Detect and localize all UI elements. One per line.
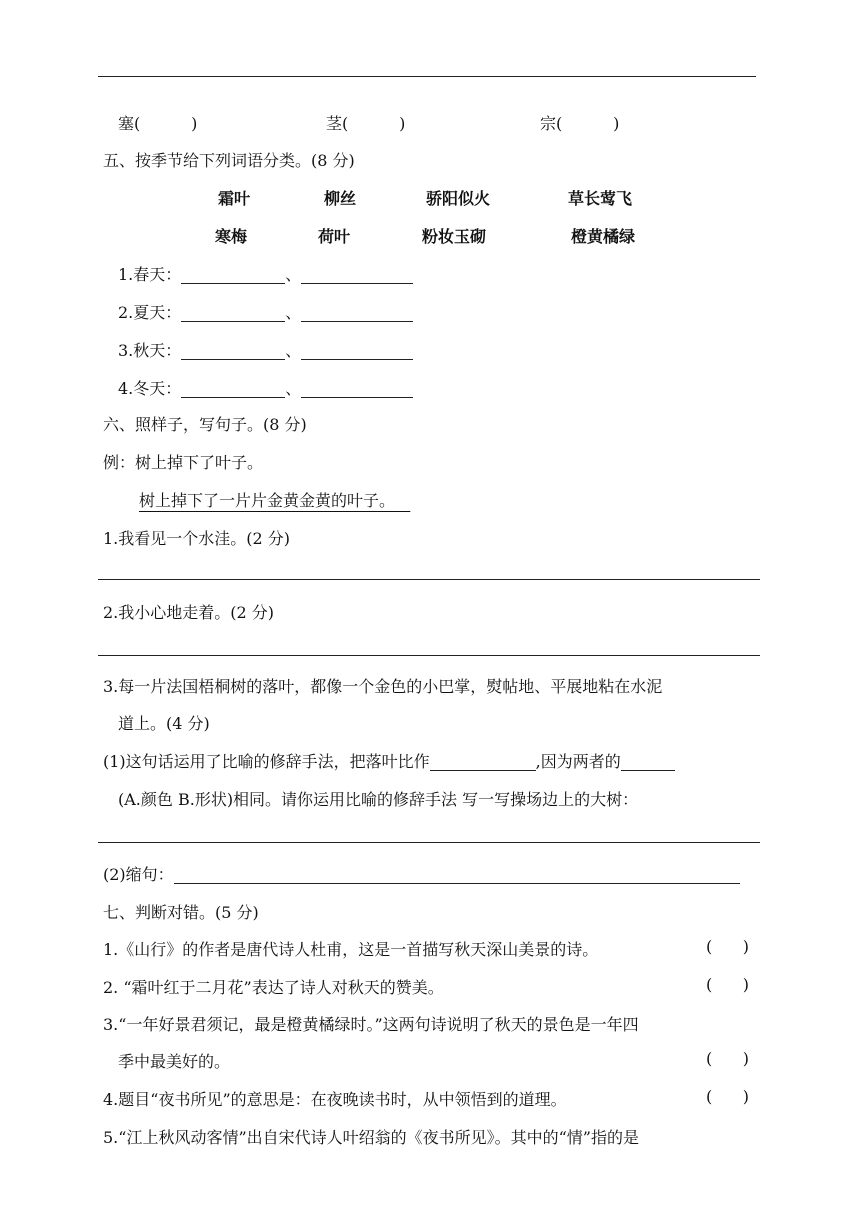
- word-5: 寒梅: [215, 227, 248, 246]
- season-row-summer: [118, 300, 413, 323]
- radical-char: 宗: [540, 114, 557, 133]
- judge-question-5: 5.“江上秋风动客情”出自宋代诗人叶绍翁的《夜书所见》。其中的“情”指的是: [103, 1128, 639, 1147]
- season-label: 4.冬天：: [118, 379, 182, 398]
- season-label: 3.秋天：: [118, 341, 182, 360]
- answer-blank[interactable]: [181, 379, 285, 398]
- season-row-autumn: [118, 338, 413, 361]
- judge-question-1: 1.《山行》的作者是唐代诗人杜甫，这是一首描写秋天深山美景的诗。: [103, 940, 599, 959]
- answer-blank[interactable]: [621, 752, 675, 771]
- section-6-title: 六、照样子，写句子。(8 分): [103, 415, 307, 434]
- answer-blank[interactable]: [181, 265, 285, 284]
- answer-blank[interactable]: [430, 752, 536, 771]
- question-6-1: 1.我看见一个水洼。(2 分): [103, 529, 291, 548]
- judge-paren[interactable]: ( ): [706, 1087, 749, 1106]
- season-label: 2.夏天：: [118, 303, 182, 322]
- answer-line[interactable]: [98, 579, 760, 580]
- answer-blank[interactable]: [181, 303, 285, 322]
- question-6-3-sub-1-line-2: (A.颜色 B.形状)相同。请你运用比喻的修辞手法 写一写操场边上的大树：: [118, 790, 639, 809]
- question-6-3-line-1: 3.每一片法国梧桐树的落叶，都像一个金色的小巴掌，熨帖地、平展地粘在水泥: [103, 677, 663, 696]
- question-6-3-sub-1: [103, 749, 675, 772]
- judge-question-3-line-1: 3.“一年好景君须记，最是橙黄橘绿时。”这两句诗说明了秋天的景色是一年四: [103, 1015, 639, 1034]
- word-6: 荷叶: [318, 227, 351, 246]
- section-5-title: 五、按季节给下列词语分类。(8 分): [103, 151, 355, 170]
- answer-blank[interactable]: [301, 265, 413, 284]
- sub-2-label: (2)缩句：: [103, 865, 174, 884]
- word-8: 橙黄橘绿: [571, 227, 636, 246]
- answer-line[interactable]: [98, 842, 760, 843]
- answer-blank[interactable]: [301, 341, 413, 360]
- separator: 、: [285, 379, 302, 398]
- season-label: 1.春天：: [118, 265, 182, 284]
- example-answer: [139, 488, 410, 511]
- separator: 、: [285, 341, 302, 360]
- sub-1-text-a: (1)这句话运用了比喻的修辞手法，把落叶比作: [103, 752, 430, 771]
- header-rule: [98, 76, 756, 77]
- question-6-3-sub-2: [103, 862, 740, 885]
- answer-blank[interactable]: [301, 379, 413, 398]
- season-row-winter: [118, 376, 413, 399]
- judge-paren[interactable]: ( ): [706, 937, 749, 956]
- separator: 、: [285, 265, 302, 284]
- radical-item-2: [326, 111, 405, 134]
- radical-item-3: [540, 111, 619, 134]
- judge-question-3-line-2: 季中最美好的。: [118, 1052, 231, 1071]
- example-label: 例：树上掉下了叶子。: [103, 453, 264, 472]
- separator: 、: [285, 303, 302, 322]
- judge-paren[interactable]: ( ): [706, 975, 749, 994]
- question-6-3-line-2: 道上。(4 分): [118, 714, 210, 733]
- answer-paren[interactable]: ( ): [134, 114, 198, 133]
- answer-line[interactable]: [98, 655, 760, 656]
- judge-question-4: 4.题目“夜书所见”的意思是：在夜晚读书时，从中领悟到的道理。: [103, 1090, 567, 1109]
- word-7: 粉妆玉砌: [422, 227, 487, 246]
- question-6-2: 2.我小心地走着。(2 分): [103, 603, 275, 622]
- word-4: 草长莺飞: [568, 189, 633, 208]
- word-1: 霜叶: [218, 189, 251, 208]
- answer-blank[interactable]: [174, 865, 740, 884]
- judge-paren[interactable]: ( ): [706, 1049, 749, 1068]
- answer-blank[interactable]: [181, 341, 285, 360]
- radical-item-1: [118, 111, 197, 134]
- sub-1-text-b: ,因为两者的: [535, 752, 621, 771]
- answer-paren[interactable]: ( ): [556, 114, 620, 133]
- answer-blank[interactable]: [301, 303, 413, 322]
- radical-char: 茎: [326, 114, 343, 133]
- radical-char: 塞: [118, 114, 135, 133]
- example-answer-text: 树上掉下了一片片金黄金黄的叶子。: [139, 491, 396, 510]
- word-2: 柳丝: [324, 189, 357, 208]
- word-3: 骄阳似火: [426, 189, 491, 208]
- season-row-spring: [118, 262, 413, 285]
- section-7-title: 七、判断对错。(5 分): [103, 903, 259, 922]
- judge-question-2: 2. “霜叶红于二月花”表达了诗人对秋天的赞美。: [103, 978, 444, 997]
- answer-paren[interactable]: ( ): [342, 114, 406, 133]
